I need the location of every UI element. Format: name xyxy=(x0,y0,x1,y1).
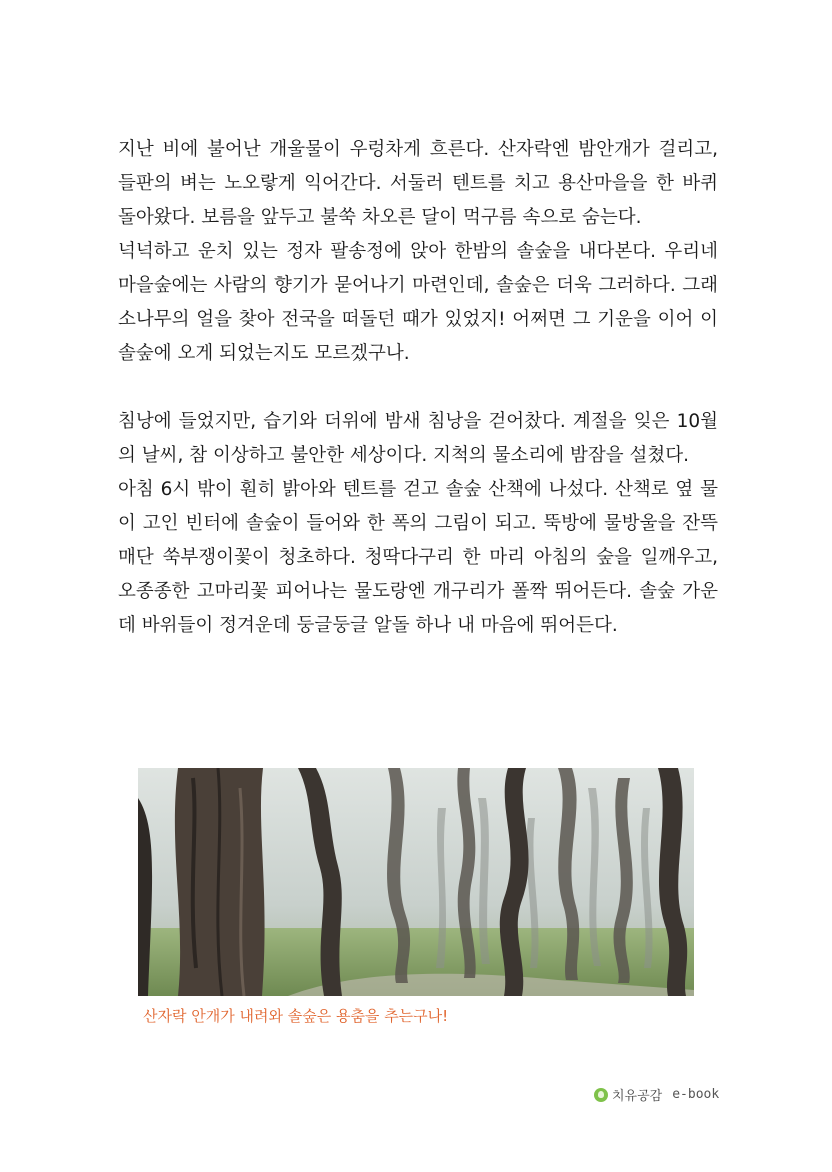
photo-caption: 산자락 안개가 내려와 솔숲은 용춤을 추는구나! xyxy=(143,1007,449,1025)
footer-brand xyxy=(594,1085,719,1104)
paragraph: 넉넉하고 운치 있는 정자 팔송정에 앉아 한밤의 솔숲을 내다본다. 우리네 마을숲에는 사람의 향기가 묻어나기 마련인데, 솔숲은 더욱 그러하다. 그래 소나무의 얼을 찾아 전국을 떠돌던 때가 있었지! 어쩌면 그 기운을 이어 이 솔숲에 오게 되었는지도 모르겠구나. xyxy=(118,241,718,364)
paragraph-group-1 xyxy=(118,133,718,371)
paragraph: 아침 6시 밖이 훤히 밝아와 텐트를 걷고 솔숲 산책에 나섰다. 산책로 옆 물이 고인 빈터에 솔숲이 들어와 한 폭의 그림이 되고. 뚝방에 물방울을 잔뜩 매단 쑥부쟁이꽃이 청초하다. 청딱다구리 한 마리 아침의 숲을 일깨우고, 오종종한 고마리꽃 피어나는 물도랑엔 개구리가 폴짝 뛰어든다. 솔숲 가운데 바위들이 정겨운데 둥글둥글 알돌 하나 내 마음에 뛰어든다. xyxy=(118,479,718,636)
paragraph: 지난 비에 불어난 개울물이 우렁차게 흐른다. 산자락엔 밤안개가 걸리고, 들판의 벼는 노오랗게 익어간다. 서둘러 텐트를 치고 용산마을을 한 바퀴 돌아왔다. 보름을 앞두고 불쑥 차오른 달이 먹구름 속으로 숨는다. xyxy=(118,139,718,228)
pine-forest-photo xyxy=(138,768,694,996)
paragraph-gap xyxy=(118,371,718,405)
paragraph: 침낭에 들었지만, 습기와 더위에 밤새 침낭을 걷어찼다. 계절을 잊은 10월의 날씨, 참 이상하고 불안한 세상이다. 지척의 물소리에 밤잠을 설쳤다. xyxy=(118,411,718,466)
article-body xyxy=(118,133,718,643)
leaf-logo-icon xyxy=(594,1088,608,1102)
paragraph-group-2 xyxy=(118,405,718,643)
ebook-label: e-book xyxy=(672,1087,720,1102)
brand-name: 치유공감 xyxy=(612,1089,663,1104)
